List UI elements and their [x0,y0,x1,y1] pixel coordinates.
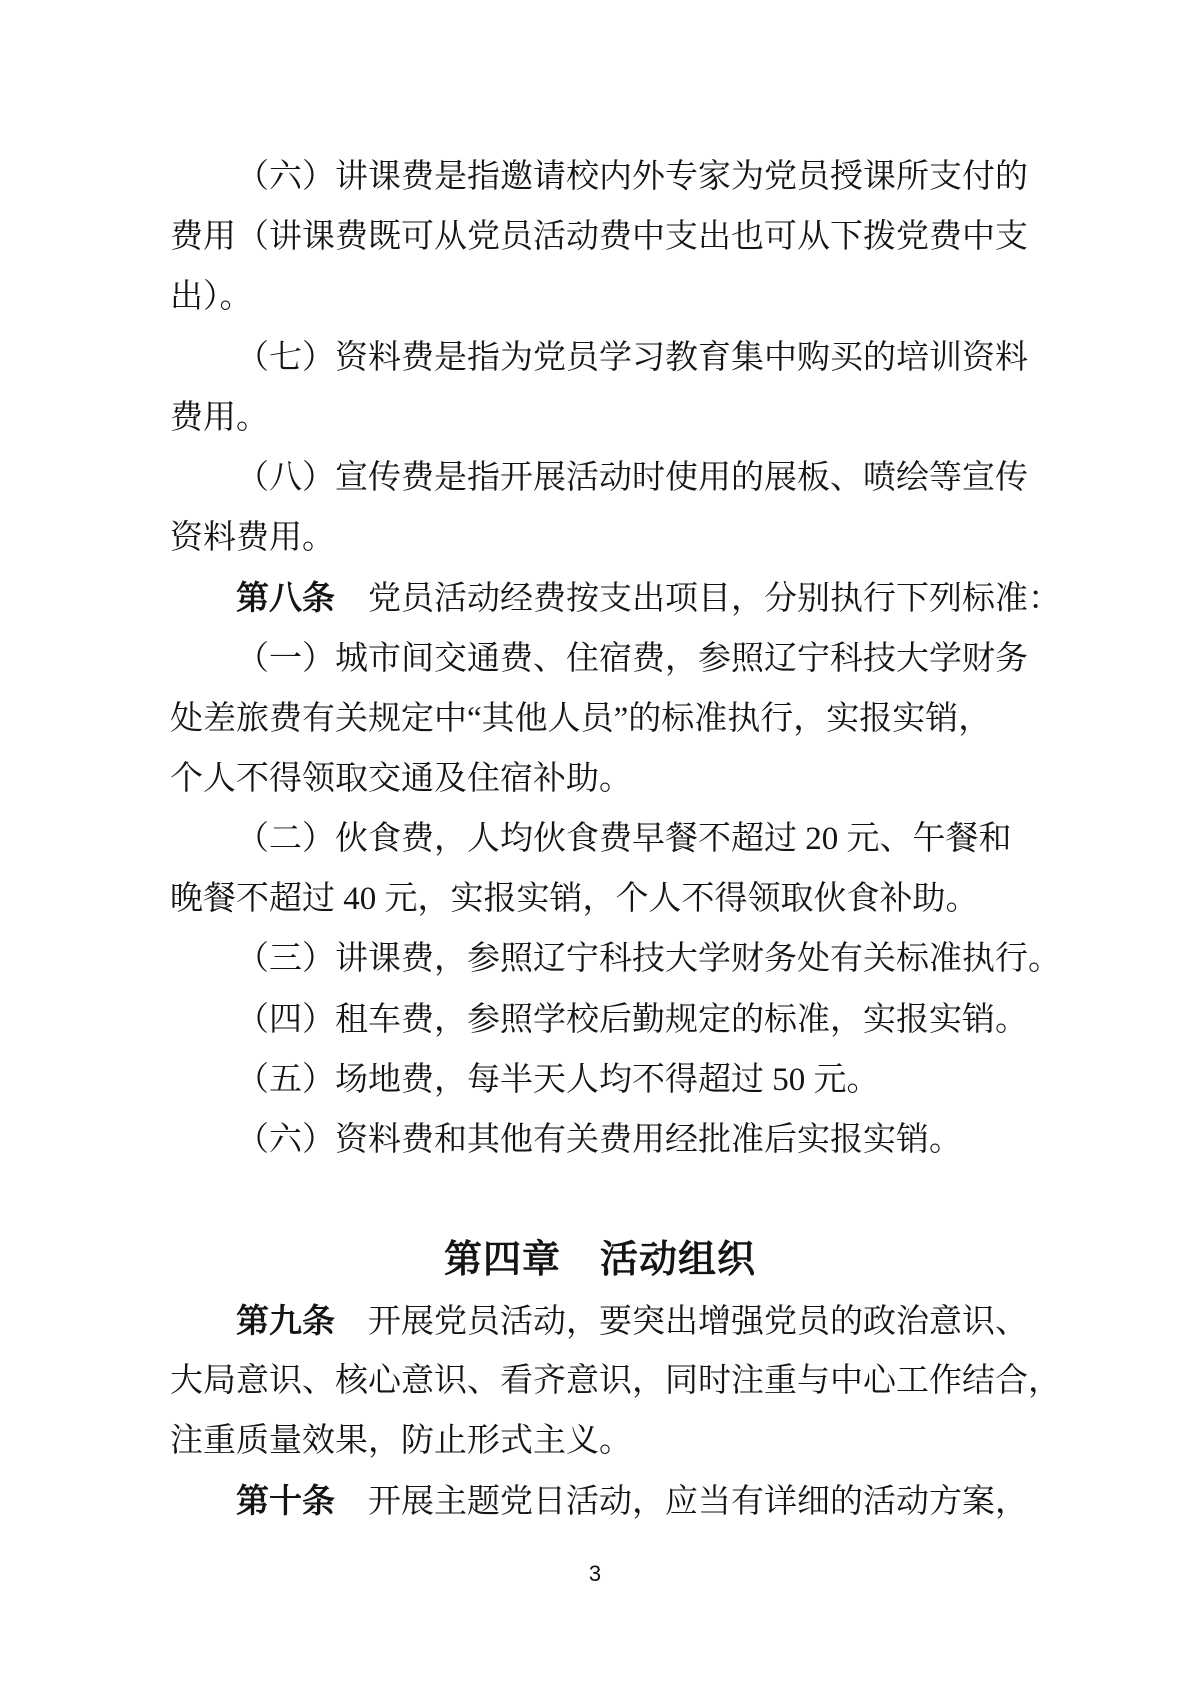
line-text: （一）城市间交通费、住宿费，参照辽宁科技大学财务 [236,640,1028,677]
text-line [170,267,1030,327]
text-line [170,207,1030,267]
text-line [170,388,1030,448]
text-line [170,568,1061,628]
line-text: （四）租车费，参照学校后勤规定的标准，实报实销。 [236,1001,1028,1038]
text-line [170,1291,1030,1351]
text-line [170,749,1030,809]
text-line [170,809,1030,869]
text-line [170,508,1030,568]
line-text: 出）。 [170,279,253,316]
text-line [170,629,1030,689]
line-text: （五）场地费，每半天人均不得超过 50 元。 [236,1061,880,1098]
text-line [170,990,1030,1050]
line-text: 费用（讲课费既可从党员活动费中支出也可从下拨党费中支 [170,219,1028,256]
line-text: 费用。 [170,399,269,436]
article-number: 第八条 [236,579,335,617]
text-line [170,1411,1030,1471]
line-text: （三）讲课费，参照辽宁科技大学财务处有关标准执行。 [236,941,1061,978]
text-line [170,1471,1030,1531]
text-line [170,448,1030,508]
article-number: 第十条 [236,1482,335,1520]
text-line [170,689,1030,749]
blank-line [170,1170,1030,1230]
page-number: 3 [588,1561,602,1586]
line-text: 大局意识、核心意识、看齐意识，同时注重与中心工作结合， [170,1362,1061,1399]
line-text: 注重质量效果，防止形式主义。 [170,1422,632,1459]
line-text: 处差旅费有关规定中“其他人员”的标准执行，实报实销， [170,700,992,737]
line-text: 晚餐不超过 40 元，实报实销，个人不得领取伙食补助。 [170,881,979,918]
document-body [170,147,1061,1531]
line-text: （八）宣传费是指开展活动时使用的展板、喷绘等宣传 [236,459,1028,496]
line-text: （六）讲课费是指邀请校内外专家为党员授课所支付的 [236,159,1028,195]
line-text: 资料费用。 [170,520,335,557]
line-text: 党员活动经费按支出项目，分别执行下列标准： [368,581,1061,618]
line-text: （二）伙食费，人均伙食费早餐不超过 20 元、午餐和 [236,821,1012,858]
chapter-heading: 第四章 活动组织 [443,1239,756,1282]
article-number: 第九条 [236,1301,335,1339]
text-line [170,1110,1030,1170]
text-line [170,869,1030,929]
text-line [170,1351,1061,1411]
text-line [170,328,1030,388]
line-text: 开展主题党日活动，应当有详细的活动方案， [368,1484,1028,1521]
text-line [170,1050,1030,1110]
line-text: （六）资料费和其他有关费用经批准后实报实销。 [236,1122,962,1158]
line-text: 开展党员活动，要突出增强党员的政治意识、 [368,1303,1028,1340]
text-line [170,929,1061,989]
line-text: 个人不得领取交通及住宿补助。 [170,760,632,797]
text-line [170,147,1030,207]
line-text: （七）资料费是指为党员学习教育集中购买的培训资料 [236,339,1028,376]
